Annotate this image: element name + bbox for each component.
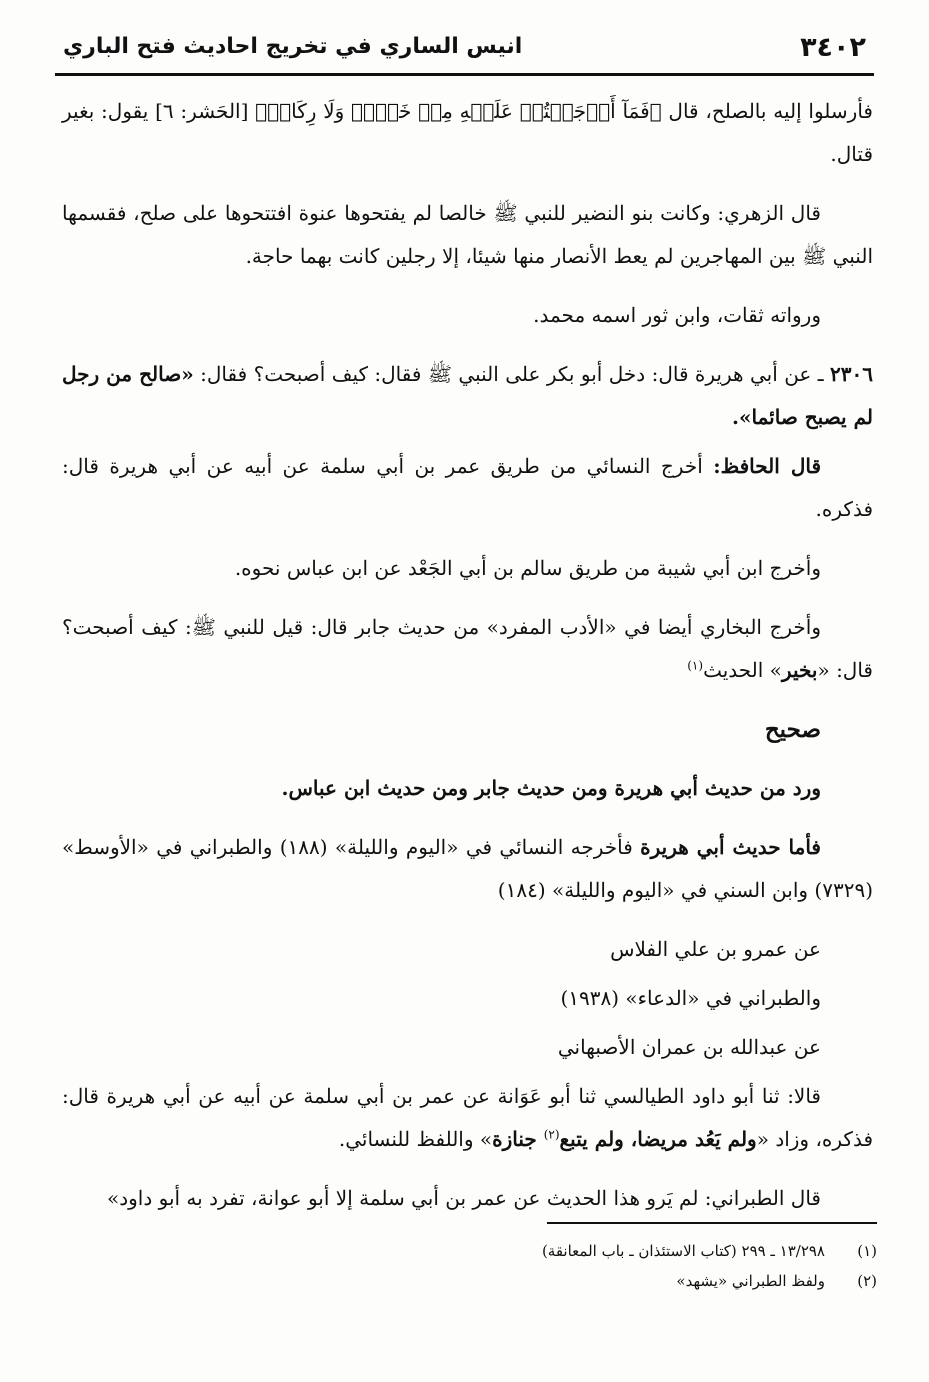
bukhari-bold: بخير <box>781 658 818 682</box>
abu-hurayrah-label: فأما حديث أبي هريرة <box>640 835 821 859</box>
hafiz-text: أخرج النسائي من طريق عمر بن أبي سلمة عن أبيه عن أبي هريرة قال: فذكره. <box>62 454 873 521</box>
footnote-2 <box>62 1266 877 1296</box>
footnote-ref-1[interactable]: (١) <box>687 658 704 673</box>
paragraph-surrender: فأرسلوا إليه بالصلح، قال ﴿فَمَآ أَوۡجَفۡتُمۡ عَلَيۡهِ مِنۡ خَيۡلٖ وَلَا رِكَابٖ﴾ [الحَشر: ٦] يقول: بغير قتال. <box>62 99 873 166</box>
isnad-text: قالا: ثنا أبو داود الطيالسي ثنا أبو عَوَانة عن عمر بن أبي سلمة عن أبيه عن أبي هريرة قال: فذكره، وزاد « <box>62 1084 873 1151</box>
hadith-number: ٢٣٠٦ <box>830 362 874 386</box>
footnote-1 <box>62 1236 877 1266</box>
hadith-entry <box>62 353 873 439</box>
isnad-bold-2: جنازة <box>492 1127 544 1151</box>
isnad-text-end: » واللفظ للنسائي. <box>338 1127 493 1151</box>
paragraph-abu-hurayrah <box>62 826 873 912</box>
paragraph-sources: ورد من حديث أبي هريرة ومن حديث جابر ومن حديث ابن عباس. <box>281 776 821 800</box>
footnote-rule <box>547 1222 877 1224</box>
footnote-text: ١٣/٢٩٨ ـ ٢٩٩ (كتاب الاستئذان ـ باب المعانقة) <box>541 1242 825 1260</box>
hafiz-label: قال الحافظ: <box>713 454 822 478</box>
paragraph-bukhari <box>62 606 873 692</box>
paragraph-isnad <box>62 1075 873 1161</box>
page-header <box>55 28 874 72</box>
paragraph-ibn-abi-shaybah: وأخرج ابن أبي شيبة من طريق سالم بن أبي الجَعْد عن ابن عباس نحوه. <box>234 556 821 580</box>
footnote-number: (٢) <box>857 1272 877 1290</box>
page-body <box>62 90 873 1236</box>
hadith-text: ـ عن أبي هريرة قال: دخل أبو بكر على النبي ﷺ فقال: كيف أصبحت؟ فقال: <box>200 362 824 386</box>
footnote-number: (١) <box>857 1242 877 1260</box>
bukhari-text: وأخرج البخاري أيضا في «الأدب المفرد» من حديث جابر قال: قيل للنبي ﷺ: كيف أصبحت؟ قال: « <box>62 615 873 682</box>
paragraph-tabarani: قال الطبراني: لم يَرو هذا الحديث عن عمر بن أبي سلمة إلا أبو عوانة، تفرد به أبو داود» <box>106 1186 821 1210</box>
footnotes <box>62 1236 877 1296</box>
chain-line-2: والطبراني في «الدعاء» (١٩٣٨) <box>560 986 821 1010</box>
paragraph-narrators: ورواته ثقات، وابن ثور اسمه محمد. <box>533 303 821 327</box>
running-title: انيس الساري في تخريج احاديث فتح الباري <box>63 34 523 59</box>
section-title: صحيح <box>764 716 821 743</box>
header-rule <box>55 73 874 76</box>
paragraph-hafiz <box>62 445 873 531</box>
chain-line-3: عن عبدالله بن عمران الأصبهاني <box>557 1035 821 1059</box>
paragraph-zuhri: قال الزهري: وكانت بنو النضير للنبي ﷺ خالصا لم يفتحوها عنوة افتتحوها على صلح، فقسمها النبي ﷺ بين المهاجرين لم يعط الأنصار منها شيئا، إلا رجلين كانت بهما حاجة. <box>62 201 873 268</box>
bukhari-text-end: » الحديث <box>703 658 782 682</box>
abu-hurayrah-text: فأخرجه النسائي في «اليوم والليلة» (١٨٨) والطبراني في «الأوسط» (٧٣٢٩) وابن السني في «اليوم والليلة» (١٨٤) <box>62 835 873 902</box>
footnote-text: ولفظ الطبراني «يشهد» <box>676 1272 825 1290</box>
isnad-bold-1: ولم يَعُد مريضا، ولم يتبع <box>559 1127 757 1151</box>
footnote-ref-2[interactable]: (٢) <box>543 1127 560 1142</box>
page-number: ٣٤٠٢ <box>800 32 866 63</box>
hadith-answer: «صالح من رجل لم يصبح صائما». <box>62 362 873 429</box>
chain-line-1: عن عمرو بن علي الفلاس <box>610 937 821 961</box>
